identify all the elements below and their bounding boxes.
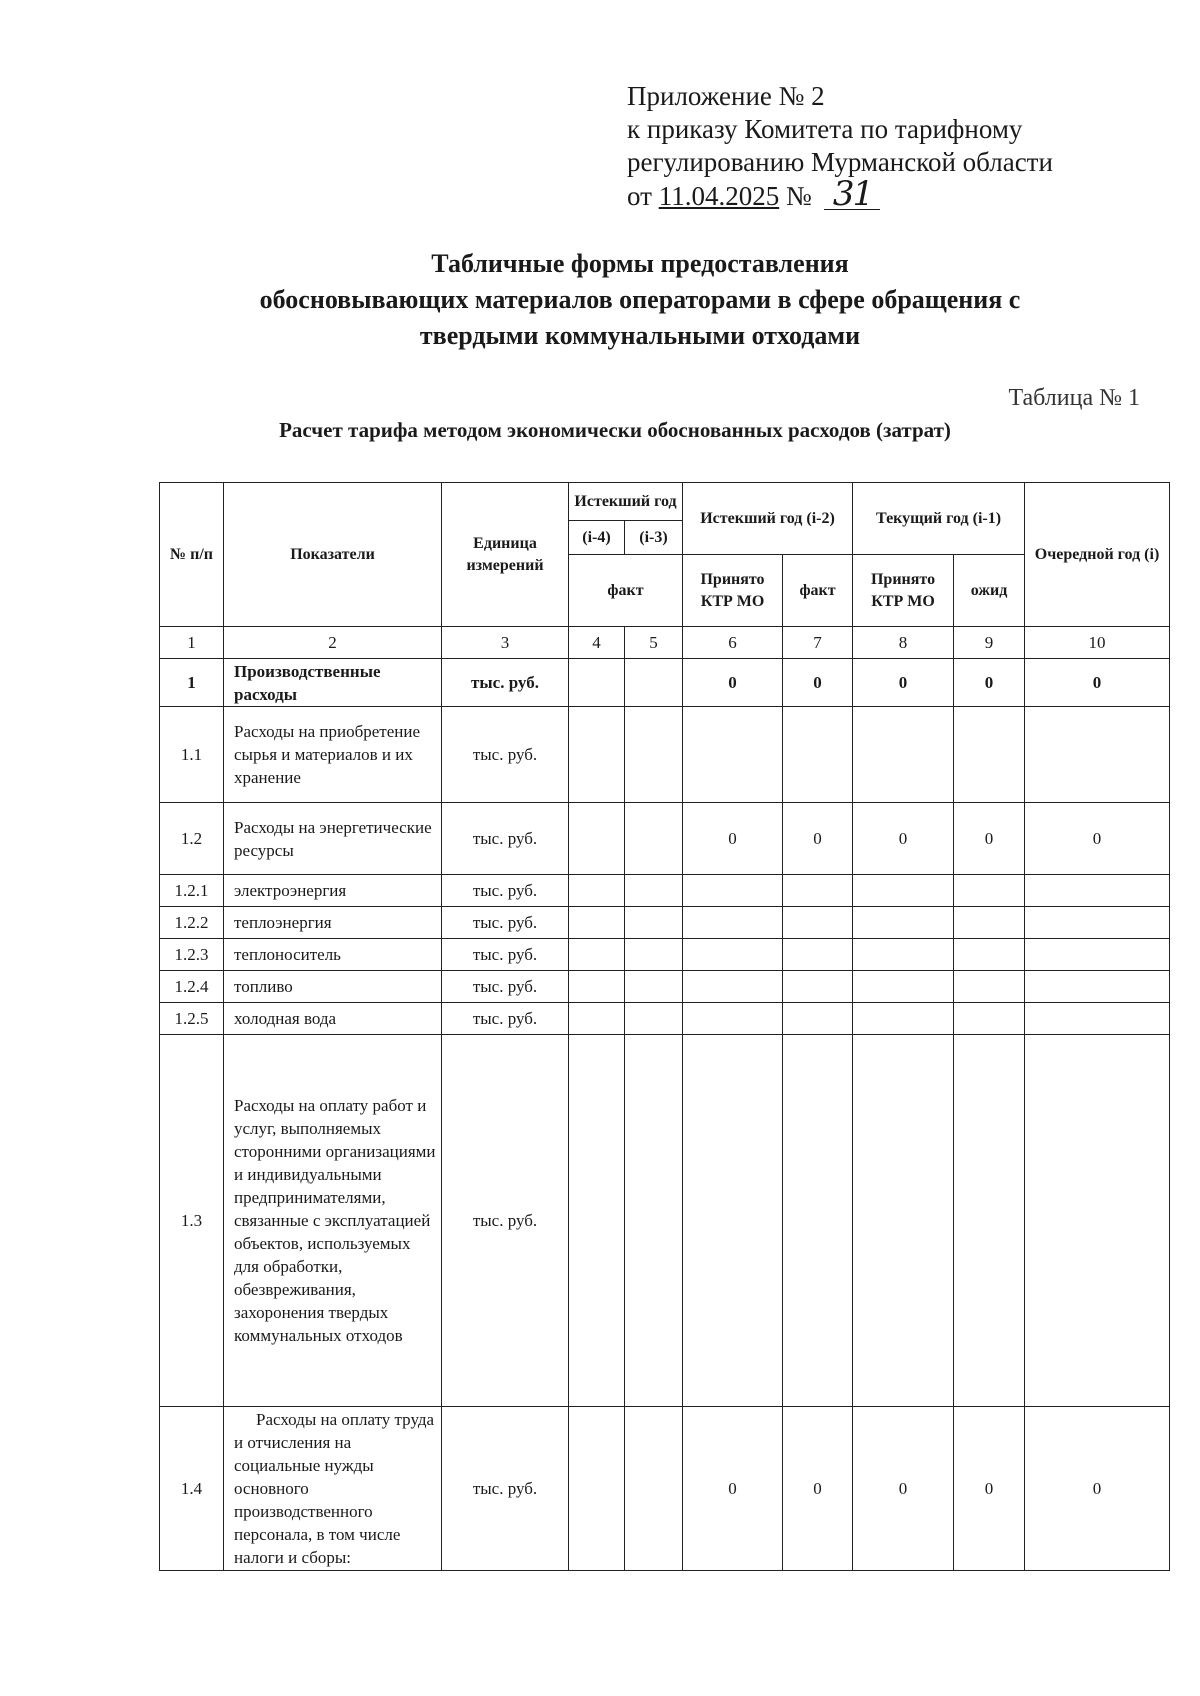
row-value [683,707,783,803]
header-accepted-ktr-2: Принято КТР МО [853,555,954,627]
header-indicators: Показатели [224,483,442,627]
row-num: 1.2.2 [160,907,224,939]
row-value [783,1035,853,1407]
row-value: 0 [783,803,853,875]
row-value [625,907,683,939]
row-num: 1.2 [160,803,224,875]
col-number-3: 3 [442,627,569,659]
header-fact-2: факт [783,555,853,627]
date-prefix: от [627,181,652,211]
row-value [625,1035,683,1407]
row-unit: тыс. руб. [442,907,569,939]
header-fact: факт [569,555,683,627]
row-value [1025,1003,1170,1035]
row-value [783,1003,853,1035]
row-num: 1.2.3 [160,939,224,971]
row-name: теплоэнергия [224,907,442,939]
row-num: 1.2.4 [160,971,224,1003]
row-unit: тыс. руб. [442,707,569,803]
row-unit: тыс. руб. [442,803,569,875]
row-value [783,907,853,939]
table-row [160,1003,1170,1035]
row-value [625,971,683,1003]
row-value [569,939,625,971]
table-label: Таблица № 1 [1008,385,1140,411]
appendix-line-2: к приказу Комитета по тарифному [627,114,1023,144]
row-value: 0 [853,1407,954,1571]
header-expected: ожид [954,555,1025,627]
row-value [853,875,954,907]
row-unit: тыс. руб. [442,875,569,907]
table-row [160,939,1170,971]
col-number-10: 10 [1025,627,1170,659]
row-name: Расходы на оплату работ и услуг, выполняемых сторонними организациями и индивидуальными предпринимателями, связанные с эксплуатацией объектов, используемых для обработки, обезвреживания, захоронения твердых коммунальных отходов [224,1035,442,1407]
row-value [954,1035,1025,1407]
row-value [569,971,625,1003]
row-value [853,707,954,803]
row-value [1025,939,1170,971]
row-value [569,907,625,939]
row-value: 0 [783,659,853,707]
header-i3: (i-3) [625,521,683,555]
row-value [853,939,954,971]
row-value [683,875,783,907]
row-value [569,1003,625,1035]
row-value [683,971,783,1003]
row-value [569,1035,625,1407]
row-value [625,939,683,971]
header-accepted-ktr: Принято КТР МО [683,555,783,627]
number-sign: № [785,181,812,211]
row-value [683,939,783,971]
col-number-8: 8 [853,627,954,659]
row-unit: тыс. руб. [442,1003,569,1035]
row-value [625,803,683,875]
row-value: 0 [783,1407,853,1571]
table-row [160,1035,1170,1407]
row-value [1025,875,1170,907]
row-value: 0 [1025,1407,1170,1571]
table-row [160,707,1170,803]
row-value [683,1035,783,1407]
table-row [160,875,1170,907]
row-value [569,803,625,875]
appendix-line-1: Приложение № 2 [627,81,825,111]
row-unit: тыс. руб. [442,1407,569,1571]
tariff-table [159,482,1170,1571]
row-value [569,659,625,707]
row-value [625,1003,683,1035]
row-name: электроэнергия [224,875,442,907]
row-value: 0 [683,659,783,707]
row-value [1025,971,1170,1003]
row-unit: тыс. руб. [442,1035,569,1407]
table-row [160,1407,1170,1571]
row-value [954,1003,1025,1035]
row-num: 1.2.5 [160,1003,224,1035]
row-value [783,707,853,803]
table-row [160,803,1170,875]
row-value [954,707,1025,803]
appendix-block [627,80,1127,213]
row-value [954,907,1025,939]
row-value: 0 [954,659,1025,707]
row-value: 0 [853,803,954,875]
col-number-6: 6 [683,627,783,659]
row-value [783,939,853,971]
row-name: Расходы на энергетические ресурсы [224,803,442,875]
row-value [954,971,1025,1003]
col-number-2: 2 [224,627,442,659]
row-value [569,707,625,803]
row-value [783,875,853,907]
row-value [1025,707,1170,803]
col-number-9: 9 [954,627,1025,659]
table-row [160,907,1170,939]
header-next-year: Очередной год (i) [1025,483,1170,627]
row-num: 1 [160,659,224,707]
row-value [954,875,1025,907]
header-unit: Единица измерений [442,483,569,627]
row-value: 0 [1025,803,1170,875]
order-date: 11.04.2025 [658,181,780,211]
row-name: Расходы на приобретение сырья и материалов и их хранение [224,707,442,803]
col-number-1: 1 [160,627,224,659]
row-value [853,971,954,1003]
row-value: 0 [954,803,1025,875]
row-value [625,1407,683,1571]
row-name: Расходы на оплату труда и отчисления на социальные нужды основного производственного персонала, в том числе налоги и сборы: [224,1407,442,1571]
row-name: теплоноситель [224,939,442,971]
row-value [569,875,625,907]
order-number: 31 [824,179,880,210]
row-value [569,1407,625,1571]
col-number-4: 4 [569,627,625,659]
document-title [200,246,1080,354]
row-num: 1.3 [160,1035,224,1407]
row-value [625,875,683,907]
row-value [783,971,853,1003]
row-num: 1.1 [160,707,224,803]
header-i4: (i-4) [569,521,625,555]
row-unit: тыс. руб. [442,971,569,1003]
row-value: 0 [954,1407,1025,1571]
row-value [683,1003,783,1035]
row-value [853,1003,954,1035]
row-unit: тыс. руб. [442,939,569,971]
appendix-line-3: регулированию Мурманской области [627,147,1053,177]
row-value [853,1035,954,1407]
header-expired-year: Истекший год [569,483,683,521]
row-num: 1.2.1 [160,875,224,907]
title-line-2: обосновывающих материалов операторами в сфере обращения с [259,285,1021,314]
header-expired-year-i2: Истекший год (i-2) [683,483,853,555]
row-value: 0 [683,1407,783,1571]
row-value [625,659,683,707]
row-value [853,907,954,939]
table-row [160,659,1170,707]
header-num: № п/п [160,483,224,627]
row-value [625,707,683,803]
table-caption: Расчет тарифа методом экономически обоснованных расходов (затрат) [279,418,951,442]
title-line-3: твердыми коммунальными отходами [419,321,861,350]
row-num: 1.4 [160,1407,224,1571]
row-value: 0 [1025,659,1170,707]
row-unit: тыс. руб. [442,659,569,707]
row-value [683,907,783,939]
row-value [1025,1035,1170,1407]
row-name: холодная вода [224,1003,442,1035]
row-name: Производственные расходы [224,659,442,707]
col-number-5: 5 [625,627,683,659]
title-line-1: Табличные формы предоставления [431,249,849,278]
col-number-7: 7 [783,627,853,659]
row-value: 0 [683,803,783,875]
row-value [954,939,1025,971]
appendix-date-line [627,174,1127,214]
table-row [160,971,1170,1003]
row-value [1025,907,1170,939]
header-current-year-i1: Текущий год (i-1) [853,483,1025,555]
row-name: топливо [224,971,442,1003]
row-value: 0 [853,659,954,707]
